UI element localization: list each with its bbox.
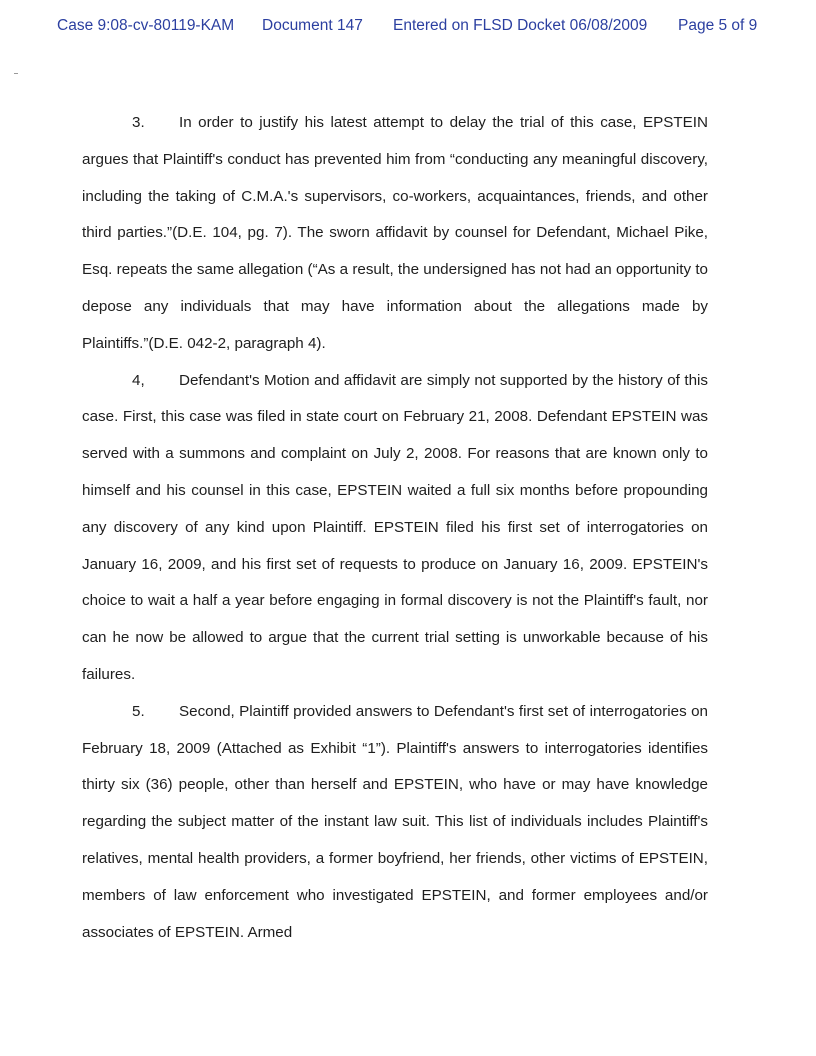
paragraph-text: In order to justify his latest attempt to delay the trial of this case, EPSTEIN argues that Plaintiff's conduct has prevented him from “conducting any meaningful discovery, including the taking of C.M.A.'s supervisors, co-workers, acquaintances, friends, and other third parties.”(D.E. 104, pg. 7). The sworn affidavit by counsel for Defendant, Michael Pike, Esq. repeats the same allegation (“As a result, the undersigned has not had an opportunity to depose any individuals that may have information about the allegations made by Plaintiffs.”(D.E. 042-2, paragraph 4). — [82, 114, 708, 352]
scan-speck — [14, 73, 18, 74]
document-number: Document 147 — [262, 17, 363, 34]
case-number: Case 9:08-cv-80119-KAM — [57, 17, 235, 34]
paragraph-text: Defendant's Motion and affidavit are simply not supported by the history of this case. First, this case was filed in state court on February 21, 2008. Defendant EPSTEIN was served with a summons and complaint on July 2, 2008. For reasons that are known only to himself and his counsel in this case, EPSTEIN waited a full six months before propounding any discovery of any kind upon Plaintiff. EPSTEIN filed his first set of interrogatories on January 16, 2009, and his first set of requests to produce on January 16, 2009. EPSTEIN's choice to wait a half a year before engaging in formal discovery is not the Plaintiff's fault, nor can he now be allowed to argue that the current trial setting is unworkable because of his failures. — [82, 371, 708, 683]
paragraph-3 — [82, 105, 708, 363]
paragraph-number: 5. — [132, 702, 145, 720]
page-indicator: Page 5 of 9 — [678, 17, 758, 34]
document-body — [82, 105, 708, 951]
paragraph-number: 4, — [132, 371, 145, 389]
docket-header — [0, 17, 816, 39]
paragraph-5 — [82, 694, 708, 952]
paragraph-text: Second, Plaintiff provided answers to Defendant's first set of interrogatories on February 18, 2009 (Attached as Exhibit “1”). Plaintiff's answers to interrogatories identifies thirty six (36) people, other than herself and EPSTEIN, who have or may have knowledge regarding the subject matter of the instant law suit. This list of individuals includes Plaintiff's relatives, mental health providers, a former boyfriend, her friends, other victims of EPSTEIN, members of law enforcement who investigated EPSTEIN, and former employees and/or associates of EPSTEIN. Armed — [82, 702, 708, 941]
paragraph-number: 3. — [132, 114, 145, 131]
docket-entry-date: Entered on FLSD Docket 06/08/2009 — [393, 17, 648, 34]
paragraph-4 — [82, 363, 708, 694]
